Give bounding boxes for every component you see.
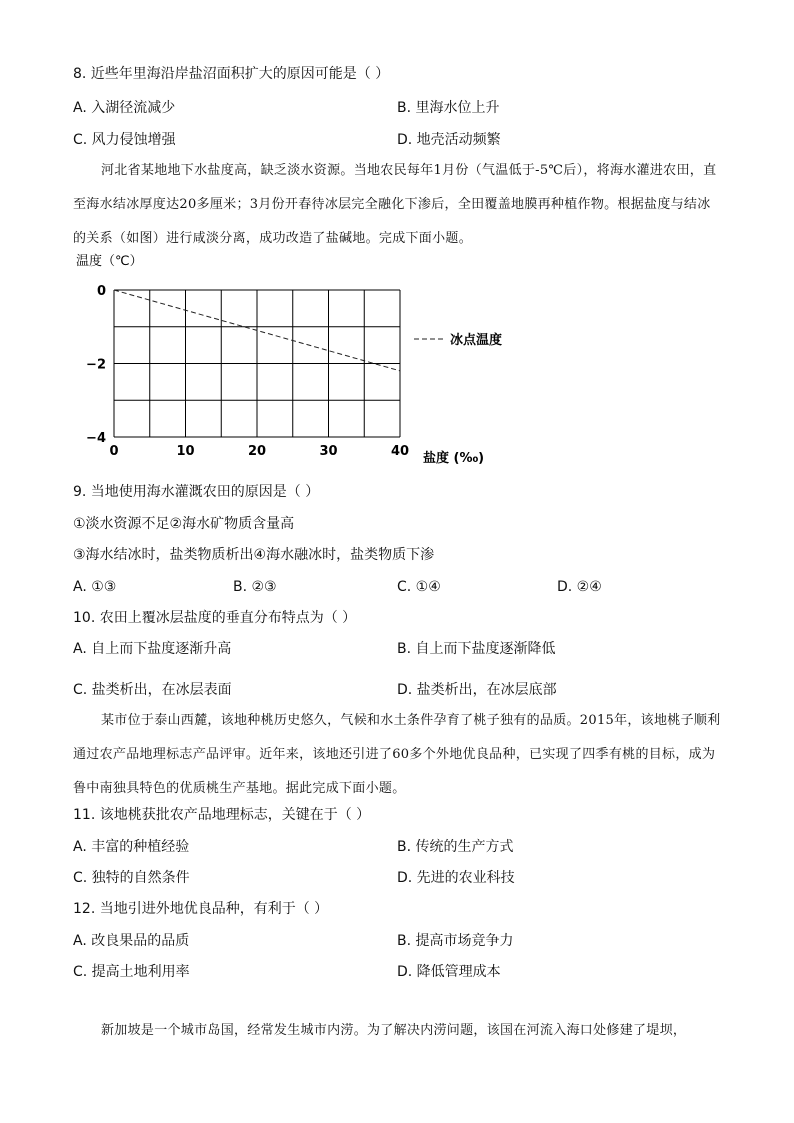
q11-option-d: D. 先进的农业科技 [397, 870, 515, 886]
q10-option-d: D. 盐类析出，在冰层底部 [397, 682, 557, 698]
q11-option-a: A. 丰富的种植经验 [73, 839, 190, 855]
x-tick-label: 20 [247, 444, 267, 459]
q9-statement-2: ③海水结冰时，盐类物质析出④海水融冰时，盐类物质下渗 [73, 547, 435, 563]
q9-statement-1: ①淡水资源不足②海水矿物质含量高 [73, 516, 295, 532]
q9-stem: 9. 当地使用海水灌溉农田的原因是（ ） [73, 484, 320, 500]
y-axis-label: 温度（℃） [76, 254, 143, 269]
x-tick-label: 10 [176, 444, 195, 459]
q9-option-a: A. ①③ [73, 579, 117, 595]
chart-svg [68, 248, 528, 478]
q9-option-c: C. ①④ [397, 579, 441, 595]
x-tick-label: 30 [319, 444, 338, 459]
legend-label: 冰点温度 [450, 333, 503, 348]
q8-stem: 8. 近些年里海沿岸盐沼面积扩大的原因可能是（ ） [73, 66, 390, 82]
q8-option-d: D. 地壳活动频繁 [397, 132, 501, 148]
passage-peach: 某市位于泰山西麓，该地种桃历史悠久，气候和水土条件孕育了桃子独有的品质。2015年，该地桃子顺利通过农产品地理标志产品评审。近年来，该地还引进了60多个外地优良品种，已实现了四季有桃的目标，成为鲁中南独具特色的优质桃生产基地。据此完成下面小题。 [73, 713, 721, 796]
passage-singapore: 新加坡是一个城市岛国，经常发生城市内涝。为了解决内涝问题，该国在河流入海口处修建了堤坝， [101, 1023, 687, 1038]
q11-option-c: C. 独特的自然条件 [73, 870, 190, 886]
q11-option-b: B. 传统的生产方式 [397, 839, 514, 855]
q12-option-c: C. 提高土地利用率 [73, 964, 190, 980]
passage-salt-field: 河北省某地地下水盐度高，缺乏淡水资源。当地农民每年1月份（气温低于-5℃后），将海水灌进农田，直至海水结冰厚度达20多厘米；3月份开春待冰层完全融化下渗后，全田覆盖地膜再种植作物。根据盐度与结冰的关系（如图）进行咸淡分离，成功改造了盐碱地。完成下面小题。 [73, 163, 717, 246]
q9-option-b: B. ②③ [233, 579, 277, 595]
q10-option-a: A. 自上而下盐度逐渐升高 [73, 641, 232, 657]
salinity-freezing-chart [68, 248, 528, 478]
q8-option-a: A. 入湖径流减少 [73, 100, 176, 116]
q12-stem: 12. 当地引进外地优良品种，有利于（ ） [73, 901, 329, 917]
q10-stem: 10. 农田上覆冰层盐度的垂直分布特点为（ ） [73, 610, 357, 626]
y-tick-label: 0 [96, 284, 106, 299]
q8-option-b: B. 里海水位上升 [397, 100, 500, 116]
q11-stem: 11. 该地桃获批农产品地理标志，关键在于（ ） [73, 807, 371, 823]
q12-option-d: D. 降低管理成本 [397, 964, 501, 980]
q12-option-a: A. 改良果品的品质 [73, 933, 190, 949]
q8-option-c: C. 风力侵蚀增强 [73, 132, 176, 148]
q10-option-c: C. 盐类析出，在冰层表面 [73, 682, 232, 698]
x-tick-label: 40 [390, 444, 410, 459]
x-axis-label: 盐度 (‰) [423, 451, 485, 466]
q12-option-b: B. 提高市场竞争力 [397, 933, 514, 949]
q9-option-d: D. ②④ [557, 579, 602, 595]
y-tick-label: −2 [86, 357, 106, 373]
y-tick-label: −4 [86, 431, 106, 446]
x-tick-label: 0 [109, 444, 119, 459]
q10-option-b: B. 自上而下盐度逐渐降低 [397, 641, 556, 657]
